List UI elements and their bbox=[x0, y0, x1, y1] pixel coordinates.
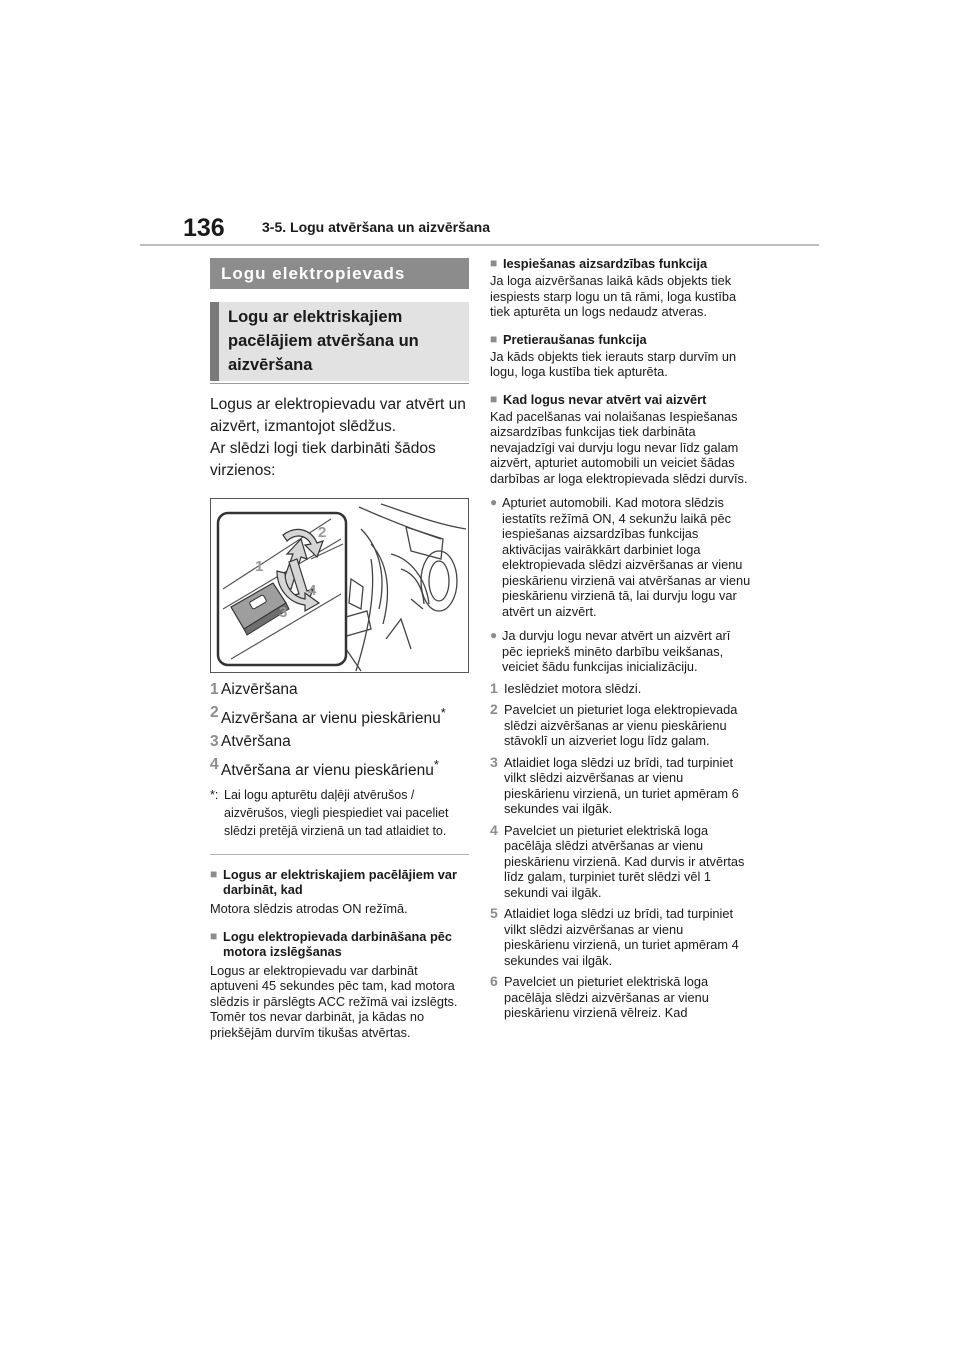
step-item bbox=[490, 823, 752, 901]
legend-item bbox=[210, 754, 469, 782]
right-column bbox=[490, 256, 752, 1021]
footnote-mark: * bbox=[433, 757, 439, 773]
legend-item bbox=[210, 702, 469, 730]
section-band: Logu elektropievads bbox=[210, 258, 469, 289]
sub-heading bbox=[490, 256, 752, 271]
intro-paragraph-2: Ar slēdzi logi tiek darbināti šādos virzienos: bbox=[210, 440, 436, 479]
step-text: Pavelciet un pieturiet elektriskā loga pacēlāja slēdzi aizvēršanas ar vienu pieskārienu virzienā vēlreiz. Kad bbox=[504, 974, 709, 1020]
direction-legend bbox=[210, 679, 469, 782]
step-text: Pavelciet un pieturiet elektriskā loga pacēlāja slēdzi atvēršanas ar vienu pieskārienu virzienā. Kad durvis ir atvērtas līdz galam, turpiniet turēt slēdzi vēl 1 sekundi vai ilgāk. bbox=[504, 822, 745, 900]
bullet-item bbox=[490, 495, 752, 619]
footnote-mark: * bbox=[440, 705, 446, 720]
legend-item bbox=[210, 679, 469, 701]
step-item bbox=[490, 681, 752, 697]
step-number: 6 bbox=[490, 973, 498, 989]
step-item bbox=[490, 906, 752, 968]
step-item bbox=[490, 755, 752, 817]
left-column bbox=[210, 258, 469, 1040]
running-head: 3-5. Logu atvēršana un aizvēršana bbox=[262, 219, 490, 235]
step-number: 2 bbox=[490, 701, 498, 717]
sub-heading-text: Iespiešanas aizsardzības funkcija bbox=[503, 256, 708, 271]
legend-number: 2 bbox=[210, 704, 219, 721]
header-rule bbox=[140, 244, 819, 246]
circle-bullet-icon: ● bbox=[490, 628, 498, 642]
step-number: 1 bbox=[490, 679, 498, 696]
subsection-band: Logu ar elektriskajiem pacēlājiem atvēršana un aizvēršana bbox=[210, 302, 469, 381]
section-text: Motora slēdzis atrodas ON režīmā. bbox=[210, 901, 408, 917]
legend-text: Aizvēršana bbox=[221, 681, 298, 698]
circle-bullet-icon: ● bbox=[490, 495, 498, 509]
intro-text bbox=[210, 394, 469, 482]
square-bullet-icon: ■ bbox=[490, 331, 498, 346]
sub-heading bbox=[490, 332, 752, 347]
section-text: Kad pacelšanas vai nolaišanas Iespiešanas aizsardzības funkcijas tiek darbināta nevajadzīgi vai durvju logu nevar līdz galam aizvērt, apturiet automobili un veiciet šādas darbības ar loga elektropievada slēdzi durvīs. bbox=[490, 408, 748, 486]
separator-rule bbox=[210, 854, 469, 855]
step-item bbox=[490, 974, 752, 1021]
square-bullet-icon: ■ bbox=[210, 928, 218, 943]
bullet-item bbox=[490, 628, 752, 675]
footnote bbox=[210, 786, 469, 840]
section-text: Ja kāds objekts tiek ierauts starp durvīm un logu, loga kustība tiek apturēta. bbox=[490, 348, 737, 379]
square-bullet-icon: ■ bbox=[210, 867, 218, 882]
sub-heading-text: Kad logus nevar atvērt vai aizvērt bbox=[503, 391, 707, 407]
legend-item bbox=[210, 731, 469, 753]
step-text: Atlaidiet loga slēdzi uz brīdi, tad turpiniet vilkt slēdzi aizvēršanas ar vienu pieskārienu virzienā, un turiet apmēram 4 sekundes vai ilgāk. bbox=[504, 906, 739, 968]
callout-3: 3 bbox=[279, 604, 288, 621]
step-number: 3 bbox=[490, 753, 498, 770]
step-text: Ieslēdziet motora slēdzi. bbox=[504, 680, 642, 696]
page-number: 136 bbox=[183, 214, 225, 242]
callout-2: 2 bbox=[318, 524, 327, 541]
step-text: Pavelciet un pieturiet loga elektropievada slēdzi aizvēršanas ar vienu pieskārienu stāvoklī un aizveriet logu līdz galam. bbox=[504, 702, 738, 748]
legend-number: 4 bbox=[210, 756, 219, 774]
square-bullet-icon: ■ bbox=[490, 256, 498, 270]
sub-heading bbox=[490, 392, 752, 407]
section-text: Logus ar elektropievadu var darbināt aptuveni 45 sekundes pēc tam, kad motora slēdzis ir pārslēgts ACC režīmā vai izslēgts. Tomēr tos nevar darbināt, ja kādas no priekšējām durvīm tikušas atvērtas. bbox=[210, 962, 458, 1040]
callout-4: 4 bbox=[308, 582, 317, 599]
square-bullet-icon: ■ bbox=[490, 391, 498, 406]
legend-number: 3 bbox=[210, 733, 219, 751]
sub-heading-text: Logu elektropievada darbināšana pēc motora izslēgšanas bbox=[223, 928, 452, 959]
sub-heading bbox=[210, 867, 469, 897]
subsection-rule bbox=[210, 383, 469, 384]
step-text: Atlaidiet loga slēdzi uz brīdi, tad turpiniet vilkt slēdzi aizvēršanas ar vienu pieskārienu virzienā, un turiet apmēram 6 sekundes vai ilgāk. bbox=[504, 754, 739, 816]
bullet-text: Ja durvju logu nevar atvērt un aizvērt arī pēc iepriekš minēto darbību veikšanas, veiciet šādu funkcijas inicializāciju. bbox=[502, 628, 731, 674]
section-text: Ja loga aizvēršanas laikā kāds objekts tiek iespiests starp logu un tā rāmi, loga kustība tiek apturēta un logs nedaudz atveras. bbox=[490, 273, 737, 319]
callout-1: 1 bbox=[255, 558, 264, 575]
step-number: 5 bbox=[490, 905, 498, 921]
footnote-text: Lai logu apturētu daļēji atvērušos / aizvērušos, viegli piespiediet vai paceliet slēdzi pretējā virzienā un tad atlaidiet to. bbox=[224, 788, 449, 839]
legend-text: Atvēršana bbox=[221, 733, 291, 751]
legend-number: 1 bbox=[210, 681, 219, 698]
bullet-text: Apturiet automobili. Kad motora slēdzis iestatīts režīmā ON, 4 sekunžu laikā pēc iespiešanas aizsardzības funkcijas aktivācijas vairākkārt darbiniet loga elektropievada slēdzi aizvēršanas ar vienu pieskārienu virzienā vai atvēršanas ar vienu pieskārienu virzienā tā, lai durvju logu var atvērt un aizvērt. bbox=[502, 495, 751, 619]
sub-heading-text: Logus ar elektriskajiem pacēlājiem var darbināt, kad bbox=[223, 867, 458, 898]
sub-heading bbox=[210, 929, 469, 959]
legend-text: Atvēršana ar vienu pieskārienu bbox=[221, 762, 434, 780]
footnote-marker: *: bbox=[210, 788, 219, 803]
switch-diagram-svg bbox=[211, 499, 468, 672]
step-number: 4 bbox=[490, 821, 498, 838]
window-switch-illustration bbox=[210, 498, 469, 673]
intro-paragraph-1: Logus ar elektropievadu var atvērt un aizvērt, izmantojot slēdžus. bbox=[210, 396, 466, 435]
sub-heading-text: Pretieraušanas funkcija bbox=[503, 331, 647, 347]
legend-text: Aizvēršana ar vienu pieskārienu bbox=[221, 710, 441, 728]
step-item bbox=[490, 702, 752, 749]
